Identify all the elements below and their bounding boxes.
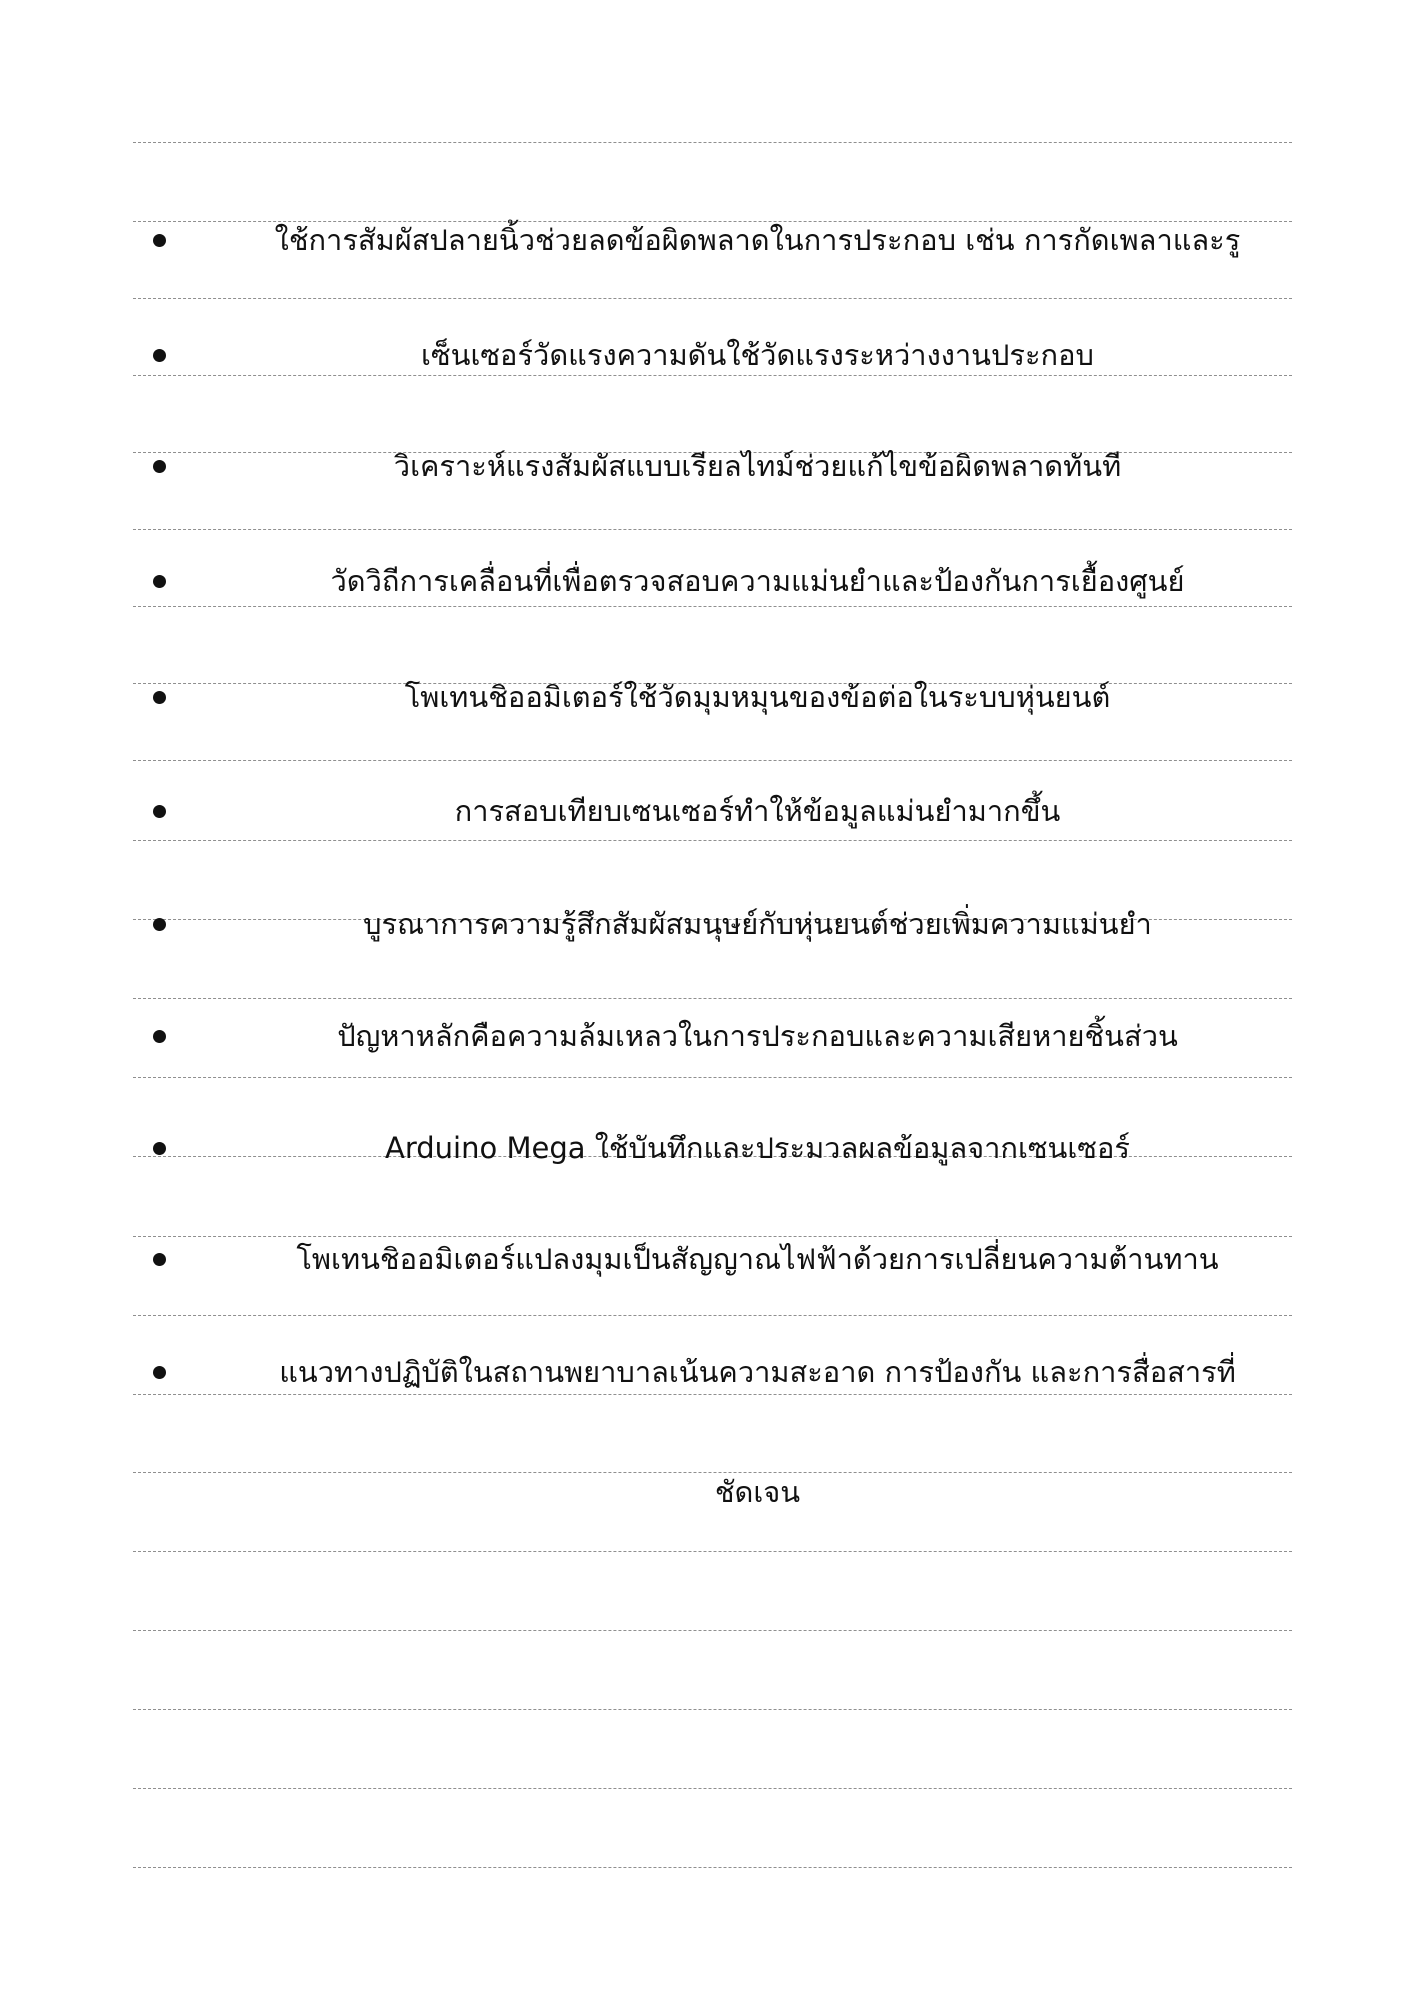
ruled-line	[133, 298, 1292, 299]
bullet-item	[133, 551, 1292, 611]
bullet-icon	[153, 805, 166, 818]
bullet-item	[133, 210, 1292, 270]
ruled-line	[133, 1788, 1292, 1789]
ruled-line	[133, 529, 1292, 530]
bullet-item	[133, 1342, 1292, 1402]
ruled-line	[133, 142, 1292, 143]
bullet-text: วิเคราะห์แรงสัมผัสแบบเรียลไทม์ช่วยแก้ไขข้อผิดพลาดทันที	[393, 449, 1122, 483]
bullet-item	[133, 1118, 1292, 1178]
bullet-text: ใช้การสัมผัสปลายนิ้วช่วยลดข้อผิดพลาดในการประกอบ เช่น การกัดเพลาและรู	[274, 223, 1241, 257]
ruled-line	[133, 998, 1292, 999]
bullet-icon	[153, 460, 166, 473]
bullet-icon	[153, 1030, 166, 1043]
ruled-line	[133, 1551, 1292, 1552]
bullet-text: บูรณาการความรู้สึกสัมผัสมนุษย์กับหุ่นยนต์ช่วยเพิ่มความแม่นยำ	[363, 907, 1152, 941]
bullet-item	[133, 1229, 1292, 1289]
ruled-line	[133, 760, 1292, 761]
bullet-icon	[153, 575, 166, 588]
bullet-item	[133, 781, 1292, 841]
bullet-icon	[153, 349, 166, 362]
bullet-icon	[153, 1253, 166, 1266]
bullet-text: เซ็นเซอร์วัดแรงความดันใช้วัดแรงระหว่างงานประกอบ	[421, 338, 1094, 372]
ruled-line	[133, 1867, 1292, 1868]
bullet-item	[133, 667, 1292, 727]
bullet-icon	[153, 691, 166, 704]
bullet-item	[133, 325, 1292, 385]
bullet-icon	[153, 918, 166, 931]
bullet-item	[133, 894, 1292, 954]
ruled-line	[133, 1630, 1292, 1631]
bullet-text: แนวทางปฏิบัติในสถานพยาบาลเน้นความสะอาด การป้องกัน และการสื่อสารที่	[279, 1355, 1236, 1389]
ruled-line	[133, 1077, 1292, 1078]
bullet-text: การสอบเทียบเซนเซอร์ทำให้ข้อมูลแม่นยำมากขึ้น	[454, 794, 1061, 828]
ruled-line	[133, 1315, 1292, 1316]
bullet-text: Arduino Mega ใช้บันทึกและประมวลผลข้อมูลจากเซนเซอร์	[385, 1131, 1130, 1165]
bullet-icon	[153, 234, 166, 247]
bullet-icon	[153, 1142, 166, 1155]
ruled-line	[133, 1709, 1292, 1710]
bullet-text: วัดวิถีการเคลื่อนที่เพื่อตรวจสอบความแม่นยำและป้องกันการเยื้องศูนย์	[330, 564, 1185, 598]
bullet-continuation-text: ชัดเจน	[714, 1475, 801, 1509]
bullet-item	[133, 436, 1292, 496]
bullet-icon	[153, 1366, 166, 1379]
bullet-text: โพเทนชิออมิเตอร์แปลงมุมเป็นสัญญาณไฟฟ้าด้วยการเปลี่ยนความต้านทาน	[296, 1242, 1219, 1276]
bullet-text: โพเทนชิออมิเตอร์ใช้วัดมุมหมุนของข้อต่อในระบบหุ่นยนต์	[404, 680, 1111, 714]
bullet-text: ปัญหาหลักคือความล้มเหลวในการประกอบและความเสียหายชิ้นส่วน	[337, 1019, 1178, 1053]
bullet-item	[133, 1006, 1292, 1066]
